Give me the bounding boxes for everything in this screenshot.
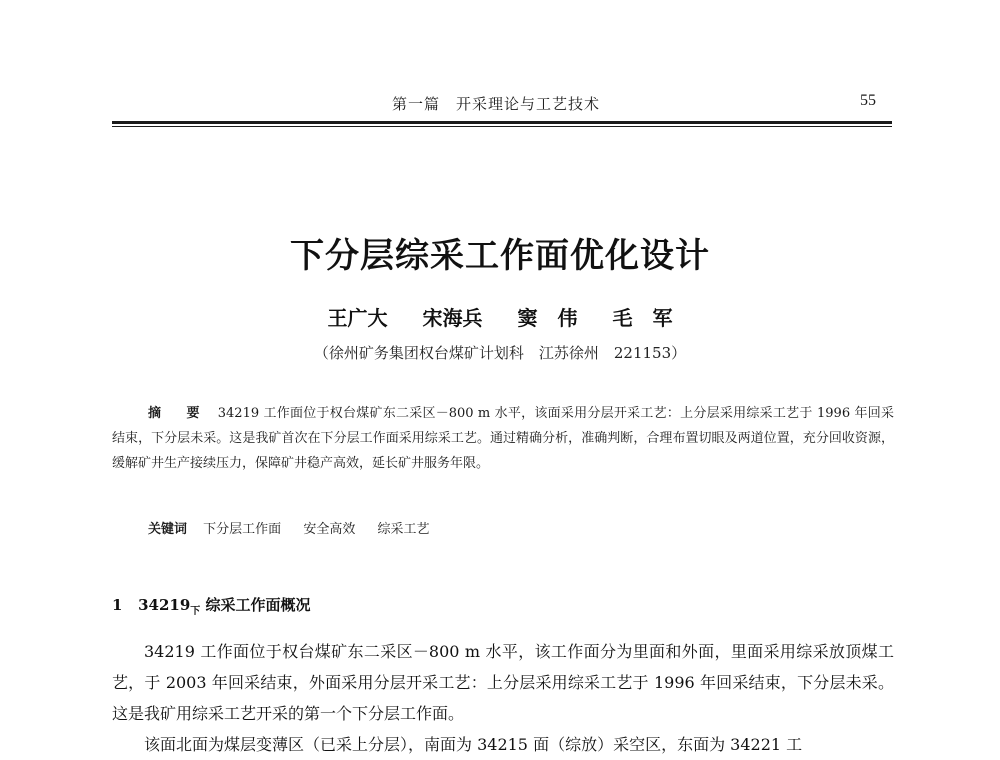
keyword: 安全高效 — [303, 522, 356, 537]
author: 窦 伟 — [517, 306, 578, 330]
author: 宋海兵 — [422, 306, 483, 330]
page-number: 55 — [860, 92, 876, 109]
section-title: 综采工作面概况 — [205, 596, 311, 614]
abstract-label: 摘 要 — [148, 406, 206, 421]
header-rule-thick — [112, 121, 892, 124]
author: 毛 军 — [612, 306, 673, 330]
section-heading — [112, 594, 311, 617]
section-number: 1 — [112, 596, 123, 614]
face-subscript: 下 — [190, 606, 201, 617]
keywords — [148, 518, 447, 537]
affiliation: （徐州矿务集团权台煤矿计划科 江苏徐州 221153） — [313, 344, 687, 362]
running-title: 第一篇 开采理论与工艺技术 — [392, 95, 601, 113]
keyword: 下分层工作面 — [203, 522, 282, 537]
header-rule-thin — [112, 126, 892, 127]
face-id: 34219 — [138, 596, 191, 614]
section-body — [112, 636, 894, 760]
paragraph: 该面北面为煤层变薄区（已采上分层），南面为 34215 面（综放）采空区，东面为 34221 工 — [144, 735, 803, 754]
paragraph: 34219 工作面位于权台煤矿东二采区－800 m 水平，该工作面分为里面和外面，里面采用综采放顶煤工艺，于 2003 年回采结束，外面采用分层开采工艺：上分层采用综采工艺于 1996 年回采结束，下分层未采。这是我矿用综采工艺开采的第一个下分层工作面。 — [112, 642, 894, 723]
keyword: 综采工艺 — [377, 522, 430, 537]
abstract — [112, 401, 894, 476]
keywords-label: 关键词 — [148, 522, 188, 537]
abstract-text: 34219 工作面位于权台煤矿东二采区－800 m 水平，该面采用分层开采工艺：上分层采用综采工艺于 1996 年回采结束，下分层未采。这是我矿首次在下分层工作面采用综采工艺。通过精确分析，准确判断，合理布置切眼及两道位置，充分回收资源，缓解矿井生产接续压力，保障矿井稳产高效，延长矿井服务年限。 — [112, 406, 894, 471]
author: 王广大 — [327, 306, 388, 330]
author-list — [0, 302, 1000, 331]
article-title: 下分层综采工作面优化设计 — [290, 236, 710, 276]
